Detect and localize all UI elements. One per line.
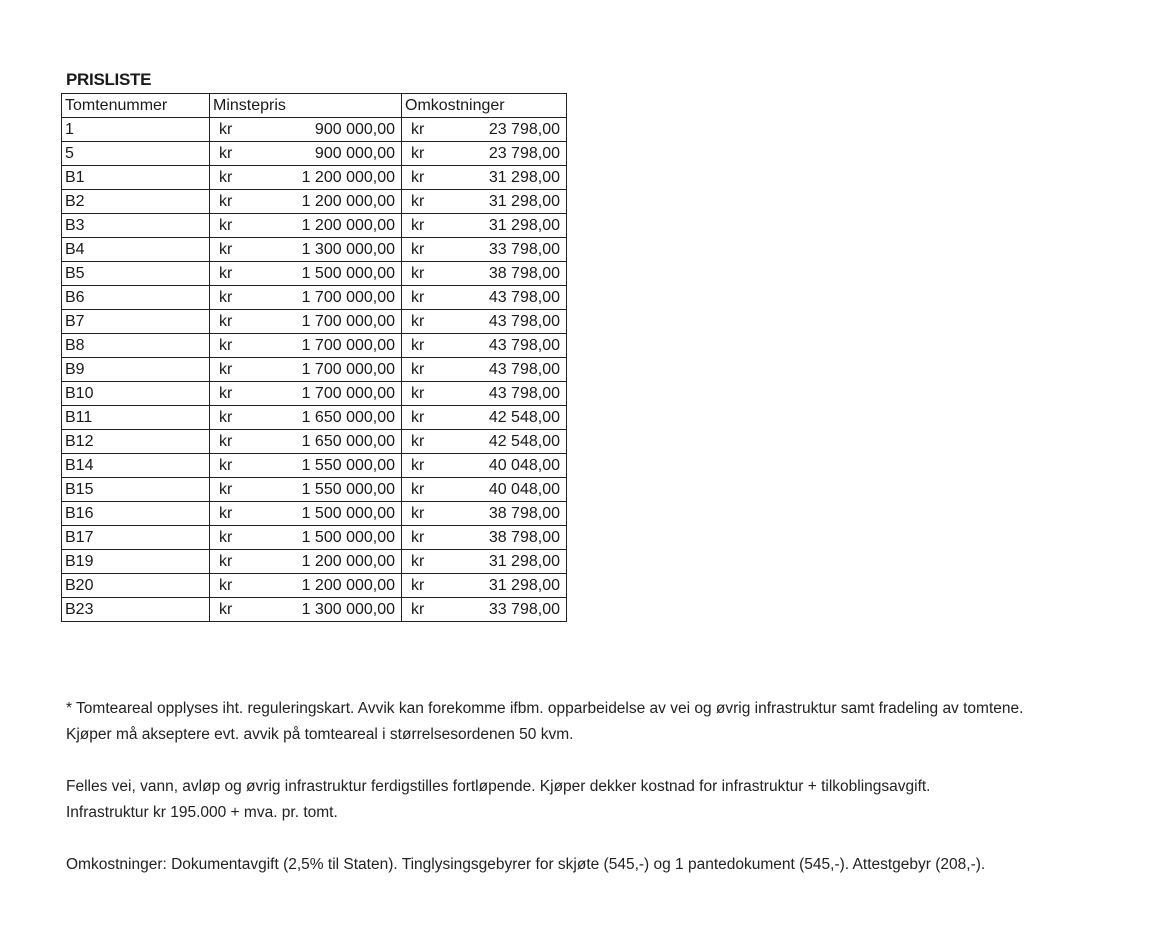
- cell-omkostninger: [402, 574, 567, 598]
- amount-value: 40 048,00: [488, 457, 560, 474]
- amount-value: 1 300 000,00: [301, 601, 395, 618]
- cell-omkostninger: [402, 118, 567, 142]
- cell-omkostninger: [402, 310, 567, 334]
- table-row: [62, 502, 567, 526]
- cell-omkostninger: [402, 214, 567, 238]
- table-row: [62, 142, 567, 166]
- currency-label: kr: [219, 169, 233, 186]
- currency-label: kr: [219, 601, 233, 618]
- currency-label: kr: [219, 577, 233, 594]
- currency-label: kr: [411, 121, 425, 138]
- cell-minstepris: [210, 406, 402, 430]
- table-row: [62, 286, 567, 310]
- table-row: [62, 454, 567, 478]
- cell-omkostninger: [402, 430, 567, 454]
- amount-value: 1 500 000,00: [301, 505, 395, 522]
- price-table: [61, 93, 567, 622]
- amount-value: 38 798,00: [488, 265, 560, 282]
- table-row: [62, 430, 567, 454]
- table-header-row: [62, 94, 567, 118]
- cell-omkostninger: [402, 526, 567, 550]
- cell-omkostninger: [402, 262, 567, 286]
- price-table-body: [62, 94, 567, 622]
- amount-value: 40 048,00: [488, 481, 560, 498]
- cell-minstepris: [210, 526, 402, 550]
- currency-label: kr: [411, 361, 425, 378]
- amount-value: 23 798,00: [488, 121, 560, 138]
- amount-value: 43 798,00: [488, 361, 560, 378]
- cell-minstepris: [210, 502, 402, 526]
- currency-label: kr: [219, 265, 233, 282]
- currency-label: kr: [219, 145, 233, 162]
- amount-value: 31 298,00: [488, 553, 560, 570]
- cell-omkostninger: [402, 454, 567, 478]
- currency-label: kr: [411, 241, 425, 258]
- currency-label: kr: [219, 481, 233, 498]
- currency-label: kr: [219, 313, 233, 330]
- currency-label: kr: [219, 553, 233, 570]
- table-row: [62, 262, 567, 286]
- notes-section: [66, 696, 1023, 878]
- table-row: [62, 406, 567, 430]
- table-row: [62, 478, 567, 502]
- page-title: PRISLISTE: [66, 70, 152, 89]
- cell-tomtenummer: B1: [62, 166, 210, 190]
- table-row: [62, 214, 567, 238]
- currency-label: kr: [411, 337, 425, 354]
- currency-label: kr: [219, 193, 233, 210]
- cell-omkostninger: [402, 406, 567, 430]
- cell-omkostninger: [402, 286, 567, 310]
- cell-minstepris: [210, 550, 402, 574]
- cell-omkostninger: [402, 142, 567, 166]
- cell-tomtenummer: B14: [62, 454, 210, 478]
- currency-label: kr: [411, 553, 425, 570]
- note-area-deviation: Kjøper må akseptere evt. avvik på tomteareal i størrelsesordenen 50 kvm.: [66, 726, 574, 743]
- note-area: * Tomteareal opplyses iht. reguleringskart. Avvik kan forekomme ifbm. opparbeidelse av vei og øvrig infrastruktur samt fradeling av tomtene.: [66, 700, 1024, 717]
- amount-value: 42 548,00: [488, 409, 560, 426]
- cell-tomtenummer: B23: [62, 598, 210, 622]
- cell-minstepris: [210, 190, 402, 214]
- cell-omkostninger: [402, 598, 567, 622]
- cell-omkostninger: [402, 334, 567, 358]
- cell-tomtenummer: B4: [62, 238, 210, 262]
- currency-label: kr: [411, 145, 425, 162]
- amount-value: 900 000,00: [314, 121, 395, 138]
- currency-label: kr: [219, 505, 233, 522]
- currency-label: kr: [219, 121, 233, 138]
- amount-value: 1 200 000,00: [301, 217, 395, 234]
- currency-label: kr: [219, 529, 233, 546]
- cell-minstepris: [210, 334, 402, 358]
- cell-tomtenummer: B3: [62, 214, 210, 238]
- cell-tomtenummer: B9: [62, 358, 210, 382]
- amount-value: 1 550 000,00: [301, 481, 395, 498]
- table-row: [62, 310, 567, 334]
- amount-value: 42 548,00: [488, 433, 560, 450]
- currency-label: kr: [411, 193, 425, 210]
- amount-value: 43 798,00: [488, 385, 560, 402]
- amount-value: 1 700 000,00: [301, 289, 395, 306]
- currency-label: kr: [411, 601, 425, 618]
- currency-label: kr: [219, 337, 233, 354]
- cell-omkostninger: [402, 190, 567, 214]
- currency-label: kr: [411, 433, 425, 450]
- amount-value: 1 300 000,00: [301, 241, 395, 258]
- table-row: [62, 598, 567, 622]
- currency-label: kr: [219, 241, 233, 258]
- currency-label: kr: [219, 457, 233, 474]
- currency-label: kr: [411, 577, 425, 594]
- amount-value: 1 500 000,00: [301, 265, 395, 282]
- table-row: [62, 166, 567, 190]
- currency-label: kr: [411, 409, 425, 426]
- amount-value: 31 298,00: [488, 217, 560, 234]
- amount-value: 1 200 000,00: [301, 577, 395, 594]
- table-row: [62, 238, 567, 262]
- cell-minstepris: [210, 166, 402, 190]
- amount-value: 1 700 000,00: [301, 313, 395, 330]
- amount-value: 43 798,00: [488, 337, 560, 354]
- cell-minstepris: [210, 430, 402, 454]
- cell-tomtenummer: B6: [62, 286, 210, 310]
- cell-omkostninger: [402, 550, 567, 574]
- table-row: [62, 550, 567, 574]
- currency-label: kr: [411, 481, 425, 498]
- currency-label: kr: [411, 457, 425, 474]
- table-row: [62, 574, 567, 598]
- cell-omkostninger: [402, 478, 567, 502]
- note-infrastructure: Felles vei, vann, avløp og øvrig infrastruktur ferdigstilles fortløpende. Kjøper dekker kostnad for infrastruktur + tilkoblingsavgift.: [66, 778, 931, 795]
- cell-tomtenummer: B19: [62, 550, 210, 574]
- cell-minstepris: [210, 238, 402, 262]
- amount-value: 1 200 000,00: [301, 169, 395, 186]
- cell-minstepris: [210, 574, 402, 598]
- currency-label: kr: [219, 217, 233, 234]
- cell-tomtenummer: 1: [62, 118, 210, 142]
- cell-minstepris: [210, 214, 402, 238]
- table-row: [62, 118, 567, 142]
- cell-tomtenummer: B20: [62, 574, 210, 598]
- table-row: [62, 358, 567, 382]
- cell-omkostninger: [402, 382, 567, 406]
- cell-minstepris: [210, 598, 402, 622]
- amount-value: 33 798,00: [488, 241, 560, 258]
- cell-omkostninger: [402, 358, 567, 382]
- amount-value: 1 200 000,00: [301, 553, 395, 570]
- cell-tomtenummer: B10: [62, 382, 210, 406]
- currency-label: kr: [411, 505, 425, 522]
- cell-tomtenummer: B15: [62, 478, 210, 502]
- table-row: [62, 382, 567, 406]
- currency-label: kr: [411, 289, 425, 306]
- cell-tomtenummer: B16: [62, 502, 210, 526]
- amount-value: 38 798,00: [488, 505, 560, 522]
- amount-value: 31 298,00: [488, 577, 560, 594]
- cell-minstepris: [210, 382, 402, 406]
- cell-minstepris: [210, 358, 402, 382]
- currency-label: kr: [411, 169, 425, 186]
- cell-tomtenummer: B2: [62, 190, 210, 214]
- currency-label: kr: [411, 385, 425, 402]
- table-row: [62, 526, 567, 550]
- amount-value: 1 650 000,00: [301, 409, 395, 426]
- amount-value: 31 298,00: [488, 193, 560, 210]
- currency-label: kr: [411, 313, 425, 330]
- currency-label: kr: [219, 361, 233, 378]
- cell-omkostninger: [402, 238, 567, 262]
- amount-value: 1 550 000,00: [301, 457, 395, 474]
- cell-tomtenummer: B5: [62, 262, 210, 286]
- amount-value: 43 798,00: [488, 289, 560, 306]
- table-row: [62, 334, 567, 358]
- amount-value: 900 000,00: [314, 145, 395, 162]
- amount-value: 1 700 000,00: [301, 337, 395, 354]
- table-row: [62, 190, 567, 214]
- cell-omkostninger: [402, 502, 567, 526]
- cell-tomtenummer: B8: [62, 334, 210, 358]
- cell-tomtenummer: 5: [62, 142, 210, 166]
- amount-value: 1 700 000,00: [301, 361, 395, 378]
- currency-label: kr: [219, 409, 233, 426]
- header-tomtenummer: Tomtenummer: [62, 94, 210, 118]
- cell-minstepris: [210, 310, 402, 334]
- amount-value: 43 798,00: [488, 313, 560, 330]
- amount-value: 1 500 000,00: [301, 529, 395, 546]
- amount-value: 38 798,00: [488, 529, 560, 546]
- amount-value: 1 200 000,00: [301, 193, 395, 210]
- cell-minstepris: [210, 118, 402, 142]
- currency-label: kr: [411, 529, 425, 546]
- currency-label: kr: [219, 433, 233, 450]
- cell-omkostninger: [402, 166, 567, 190]
- currency-label: kr: [219, 289, 233, 306]
- cell-minstepris: [210, 286, 402, 310]
- amount-value: 1 700 000,00: [301, 385, 395, 402]
- header-omkostninger: Omkostninger: [402, 94, 567, 118]
- cell-minstepris: [210, 142, 402, 166]
- currency-label: kr: [411, 217, 425, 234]
- currency-label: kr: [411, 265, 425, 282]
- cell-tomtenummer: B7: [62, 310, 210, 334]
- cell-tomtenummer: B12: [62, 430, 210, 454]
- header-minstepris: Minstepris: [210, 94, 402, 118]
- cell-minstepris: [210, 454, 402, 478]
- cell-minstepris: [210, 478, 402, 502]
- note-infrastructure-cost: Infrastruktur kr 195.000 + mva. pr. tomt.: [66, 804, 338, 821]
- cell-tomtenummer: B17: [62, 526, 210, 550]
- amount-value: 31 298,00: [488, 169, 560, 186]
- amount-value: 33 798,00: [488, 601, 560, 618]
- cell-minstepris: [210, 262, 402, 286]
- currency-label: kr: [219, 385, 233, 402]
- amount-value: 23 798,00: [488, 145, 560, 162]
- note-fees: Omkostninger: Dokumentavgift (2,5% til Staten). Tinglysingsgebyrer for skjøte (545,-) og 1 pantedokument (545,-). Attestgebyr (208,-).: [66, 856, 986, 873]
- amount-value: 1 650 000,00: [301, 433, 395, 450]
- cell-tomtenummer: B11: [62, 406, 210, 430]
